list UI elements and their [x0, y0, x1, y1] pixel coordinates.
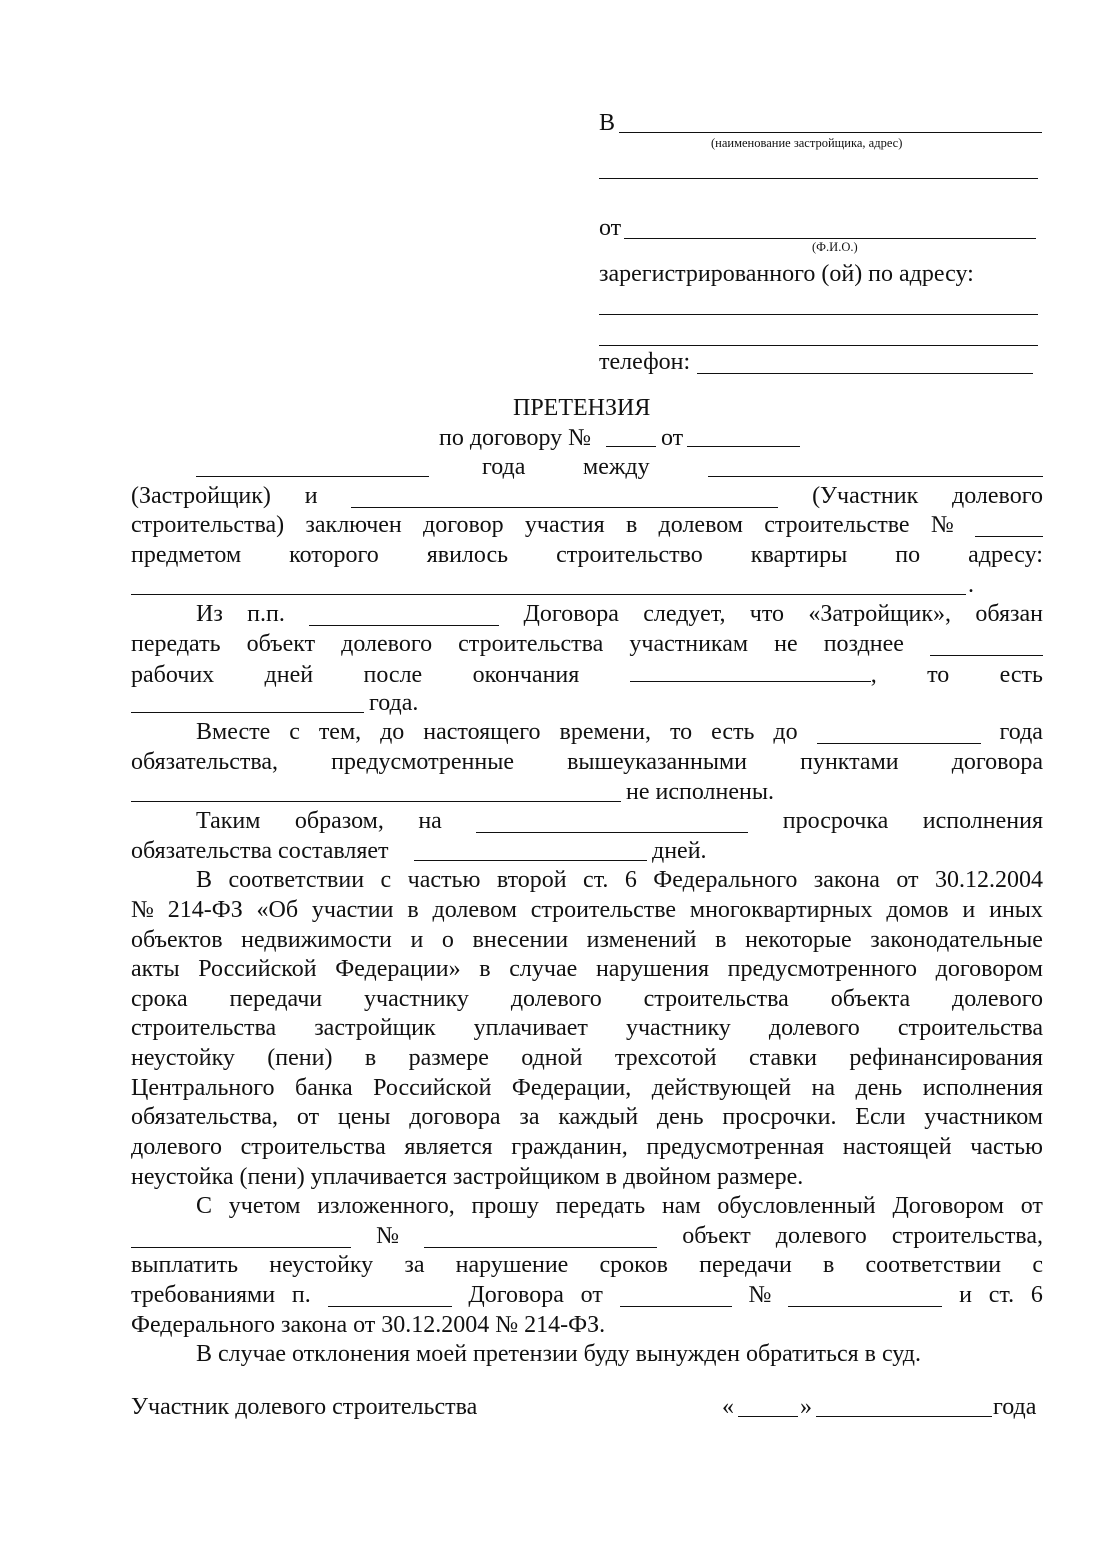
word: на — [418, 808, 442, 834]
p5-line-2 — [131, 1224, 1043, 1248]
delay-as-of-date-line[interactable] — [476, 812, 748, 833]
word: Вместе — [196, 719, 271, 745]
word: предусмотренная — [646, 1134, 825, 1160]
word: сроков — [599, 1252, 668, 1278]
intro-developer: (Застройщик) — [131, 483, 271, 509]
word: строительства — [643, 986, 789, 1012]
intro-line-4 — [131, 543, 1043, 567]
word: участникам — [629, 631, 749, 657]
p5-line-3 — [131, 1253, 1043, 1277]
word: строительства — [131, 1015, 277, 1041]
word: прошу — [471, 1193, 539, 1219]
p1-line4-tail: года. — [369, 690, 419, 716]
word: изменений — [586, 927, 697, 953]
word: 6 — [624, 867, 637, 893]
p4-line-1 — [196, 868, 1043, 892]
word: есть — [711, 719, 755, 745]
word: Российской — [373, 1075, 492, 1101]
word: нам — [661, 1193, 701, 1219]
word: в — [625, 512, 638, 538]
word: за — [404, 1252, 425, 1278]
word: ставки — [749, 1045, 817, 1071]
word: неустойку — [131, 1045, 235, 1071]
word: обязан — [975, 601, 1043, 627]
intro-end-period: . — [968, 572, 974, 598]
delay-days-line[interactable] — [414, 860, 647, 861]
word: исполнения — [922, 1075, 1043, 1101]
word: учетом — [228, 1193, 301, 1219]
word: что — [749, 601, 785, 627]
addressee-to-prefix: В — [599, 110, 616, 136]
completion-event-line[interactable] — [630, 661, 871, 682]
sender-name-line[interactable] — [624, 238, 1036, 239]
intro-shared: долевого — [952, 483, 1043, 509]
word: одной — [521, 1045, 583, 1071]
p5-line-5: Федерального закона от 30.12.2004 № 214-ФЗ. — [131, 1312, 606, 1338]
working-days-line[interactable] — [930, 635, 1043, 656]
p1-line-2 — [131, 632, 1043, 656]
word: долевом — [658, 512, 743, 538]
p2-line-2 — [131, 750, 1043, 774]
word: строительство — [556, 542, 703, 568]
word: день — [855, 1075, 903, 1101]
word: от — [296, 1104, 320, 1130]
word: и — [962, 897, 976, 923]
p4-line-10 — [131, 1135, 1043, 1159]
word: закона — [813, 867, 880, 893]
word: Если — [855, 1104, 906, 1130]
p3-line2-tail: дней. — [652, 838, 707, 864]
word: п. — [291, 1282, 311, 1308]
p2-line3-tail: не исполнены. — [626, 779, 774, 805]
word: неустойку — [269, 1252, 374, 1278]
word: строительства, — [891, 1223, 1043, 1249]
intro-participant-name-line[interactable] — [351, 487, 778, 508]
word: в — [822, 1252, 835, 1278]
word: нарушения — [595, 956, 709, 982]
word: участником — [924, 1104, 1043, 1130]
p2-line1-tail: года — [999, 719, 1043, 745]
word: адресу: — [968, 542, 1043, 568]
contract-date-line[interactable] — [687, 446, 800, 447]
intro-line-3 — [131, 513, 1043, 537]
p1-pp: п.п. — [247, 601, 285, 627]
word: просрочка — [782, 808, 889, 834]
word: 6 — [1030, 1282, 1043, 1308]
word: частью — [970, 1134, 1043, 1160]
word: объектов — [131, 927, 223, 953]
word: домов — [886, 897, 949, 923]
word: которого — [289, 542, 379, 568]
word: застройщик — [314, 1015, 436, 1041]
word: долевого — [131, 1134, 222, 1160]
addressee-name-line[interactable] — [619, 132, 1042, 133]
contract-date-line-3[interactable] — [620, 1286, 732, 1307]
word: договор — [423, 512, 504, 538]
word: в — [407, 897, 419, 923]
phone-label: телефон: — [599, 349, 691, 375]
word: строительства — [897, 1015, 1043, 1041]
word: по — [895, 542, 921, 568]
contract-number-line[interactable] — [606, 446, 656, 447]
word: второй — [496, 867, 567, 893]
word: участнику — [625, 1015, 731, 1041]
word: некоторые — [745, 927, 852, 953]
signature-month-line[interactable] — [816, 1416, 992, 1417]
word: № — [748, 1282, 772, 1308]
word: соответствии — [865, 1252, 1002, 1278]
word: «Об — [256, 897, 299, 923]
addressee-address-line[interactable] — [599, 178, 1038, 179]
word: договора — [951, 749, 1043, 775]
completion-event-group — [630, 661, 877, 687]
word: действующей — [651, 1075, 792, 1101]
word: передачи — [699, 1252, 792, 1278]
word: многоквартирных — [689, 897, 873, 923]
p1-line-1 — [196, 602, 1043, 626]
p5-line2-no: № — [376, 1223, 399, 1249]
word: цены — [337, 1104, 391, 1130]
word: обязательства, — [131, 749, 279, 775]
word: договора — [409, 1104, 501, 1130]
word: на — [811, 1075, 836, 1101]
word: до — [773, 719, 798, 745]
word: настоящего — [423, 719, 541, 745]
word: времени, — [559, 719, 652, 745]
word: долевого — [768, 1015, 860, 1041]
word: выплатить — [131, 1252, 239, 1278]
p4-last-line: неустойка (пени) уплачивается застройщиком в двойном размере. — [131, 1164, 804, 1190]
word: предусмотренного — [727, 956, 917, 982]
word: то — [669, 719, 693, 745]
document-title: ПРЕТЕНЗИЯ — [513, 395, 651, 421]
word: участии — [311, 897, 394, 923]
word: с — [289, 719, 300, 745]
intro-developer-name-line[interactable] — [708, 476, 1043, 477]
p4-line-6 — [131, 1016, 1043, 1040]
sender-caption: (Ф.И.О.) — [812, 240, 858, 254]
word: следует, — [643, 601, 726, 627]
word: В — [196, 867, 213, 893]
word: «Затройщик», — [808, 601, 952, 627]
registered-address-line-1[interactable] — [599, 314, 1038, 315]
handover-date-line[interactable] — [131, 712, 364, 713]
word: позднее — [823, 631, 904, 657]
p4-line-7 — [131, 1046, 1043, 1070]
word: является — [404, 1134, 493, 1160]
word: законодательные — [870, 927, 1043, 953]
word: долевого — [510, 986, 602, 1012]
word: от — [896, 867, 919, 893]
unfulfilled-clauses-line[interactable] — [131, 801, 621, 802]
word: строительства — [458, 631, 604, 657]
word: ст. — [988, 1282, 1015, 1308]
word: требованиями — [131, 1282, 276, 1308]
word: объект — [682, 1223, 751, 1249]
word: участнику — [364, 986, 469, 1012]
word: о — [441, 927, 454, 953]
date-year-label: года — [993, 1394, 1037, 1420]
p1-line-3 — [131, 661, 1043, 687]
word: Центрального — [131, 1075, 275, 1101]
registered-address-line-2[interactable] — [599, 345, 1038, 346]
p6-court-notice: В случае отклонения моей претензии буду вынужден обратиться в суд. — [196, 1341, 922, 1367]
p5-line-4 — [131, 1283, 1043, 1307]
word: Договора — [468, 1282, 564, 1308]
word: долевого — [775, 1223, 867, 1249]
contract-number-line-3[interactable] — [788, 1286, 942, 1307]
word: с — [380, 867, 392, 893]
word: от — [1020, 1193, 1043, 1219]
word: передать — [131, 631, 221, 657]
word: строительстве — [530, 897, 677, 923]
word: явилось — [426, 542, 509, 568]
word: тем, — [318, 719, 362, 745]
clause-number-line[interactable] — [309, 605, 499, 626]
word: объект — [246, 631, 316, 657]
intro-participant: (Участник — [812, 483, 919, 509]
word: (пени) — [267, 1045, 333, 1071]
word: то — [927, 662, 950, 688]
word: до — [380, 719, 405, 745]
word: каждый — [558, 1104, 639, 1130]
word: в — [479, 956, 491, 982]
word: срока — [131, 986, 188, 1012]
word: трехсотой — [614, 1045, 717, 1071]
word: ст. — [583, 867, 609, 893]
contract-date-line-2[interactable] — [131, 1227, 351, 1248]
word: иных — [989, 897, 1043, 923]
word: рефинансирования — [849, 1045, 1043, 1071]
word: обусловленный — [717, 1193, 876, 1219]
word: изложенного, — [317, 1193, 455, 1219]
word: строительстве — [764, 512, 910, 538]
intro-and: и — [304, 483, 318, 509]
word: за — [519, 1104, 540, 1130]
word: размере — [408, 1045, 489, 1071]
p1-start: Из — [196, 601, 223, 627]
word: день — [656, 1104, 704, 1130]
phone-line[interactable] — [697, 373, 1033, 374]
word: окончания — [472, 662, 580, 688]
word: № — [131, 897, 154, 923]
word: акты — [131, 956, 180, 982]
word: с — [1032, 1252, 1043, 1278]
word: долевого — [341, 631, 433, 657]
word: участия — [524, 512, 605, 538]
word: Федерации, — [511, 1075, 632, 1101]
word: после — [363, 662, 423, 688]
date-open-quote: « — [722, 1394, 734, 1420]
intro-line3-left: строительства) — [131, 512, 285, 538]
word: договором — [935, 956, 1043, 982]
word: квартиры — [750, 542, 848, 568]
apartment-address-line[interactable] — [131, 594, 966, 595]
word: дней — [264, 662, 314, 688]
word: в — [715, 927, 727, 953]
p4-line-4 — [131, 957, 1043, 981]
contract-participation-number-line[interactable] — [975, 516, 1043, 537]
word: просрочки. — [722, 1104, 837, 1130]
contract-from-label: от — [661, 425, 684, 451]
word: частью — [407, 867, 481, 893]
sender-from-prefix: от — [599, 215, 622, 241]
word: заключен — [305, 512, 402, 538]
word: № — [930, 512, 954, 538]
current-date-line[interactable] — [817, 723, 981, 744]
p4-line-8 — [131, 1076, 1043, 1100]
intro-year: года — [482, 454, 526, 480]
word: вышеуказанными — [567, 749, 747, 775]
p5-line-1 — [196, 1194, 1043, 1218]
word: Договора — [523, 601, 619, 627]
word: гражданин, — [511, 1134, 628, 1160]
word: банка — [294, 1075, 353, 1101]
word: предметом — [131, 542, 242, 568]
contract-number-prefix: по договору № — [439, 425, 592, 451]
contract-number-line-2[interactable] — [424, 1227, 657, 1248]
word: соответствии — [228, 867, 365, 893]
word: образом, — [294, 808, 384, 834]
word: долевого — [952, 986, 1043, 1012]
word: строительства — [240, 1134, 386, 1160]
word: нарушение — [455, 1252, 569, 1278]
p4-line-5 — [131, 987, 1043, 1011]
word: пунктами — [800, 749, 899, 775]
word: исполнения — [922, 808, 1043, 834]
p3-line-1 — [196, 809, 1043, 833]
word: рабочих — [131, 662, 215, 688]
word: и — [410, 927, 424, 953]
p4-line-9 — [131, 1105, 1043, 1129]
clause-number-line-2[interactable] — [328, 1286, 452, 1307]
word: Таким — [196, 808, 261, 834]
word: Федерального — [653, 867, 798, 893]
word: Российской — [198, 956, 317, 982]
word: есть — [999, 662, 1043, 688]
word: в — [364, 1045, 377, 1071]
p2-line-1 — [196, 720, 1043, 744]
intro-date-line[interactable] — [196, 476, 429, 477]
p4-line-3 — [131, 928, 1043, 952]
word: передачи — [229, 986, 323, 1012]
word: 30.12.2004 — [934, 867, 1043, 893]
p3-line2-start: обязательства составляет — [131, 838, 389, 864]
addressee-caption: (наименование застройщика, адрес) — [711, 136, 903, 150]
date-close-quote: » — [800, 1394, 812, 1420]
word: 214-ФЗ — [167, 897, 243, 923]
word: обязательства, — [131, 1104, 279, 1130]
word: долевом — [432, 897, 517, 923]
intro-line-2 — [131, 484, 1043, 508]
signature-day-line[interactable] — [738, 1416, 798, 1417]
word: настоящей — [842, 1134, 952, 1160]
word: уплачивает — [473, 1015, 588, 1041]
p4-line-2 — [131, 898, 1043, 922]
intro-between: между — [583, 454, 650, 480]
signer-label: Участник долевого строительства — [131, 1394, 478, 1420]
word: не — [774, 631, 798, 657]
word: Договором — [892, 1193, 1004, 1219]
word: внесении — [472, 927, 569, 953]
registered-address-label: зарегистрированного (ой) по адресу: — [599, 261, 974, 287]
word: предусмотренные — [331, 749, 514, 775]
word: и — [959, 1282, 972, 1308]
word: Федерации» — [335, 956, 461, 982]
word: случае — [509, 956, 578, 982]
word: объекта — [830, 986, 911, 1012]
word: С — [196, 1193, 213, 1219]
word: передать — [555, 1193, 646, 1219]
word: недвижимости — [241, 927, 392, 953]
p1-comma: , — [870, 662, 877, 688]
word: от — [580, 1282, 603, 1308]
